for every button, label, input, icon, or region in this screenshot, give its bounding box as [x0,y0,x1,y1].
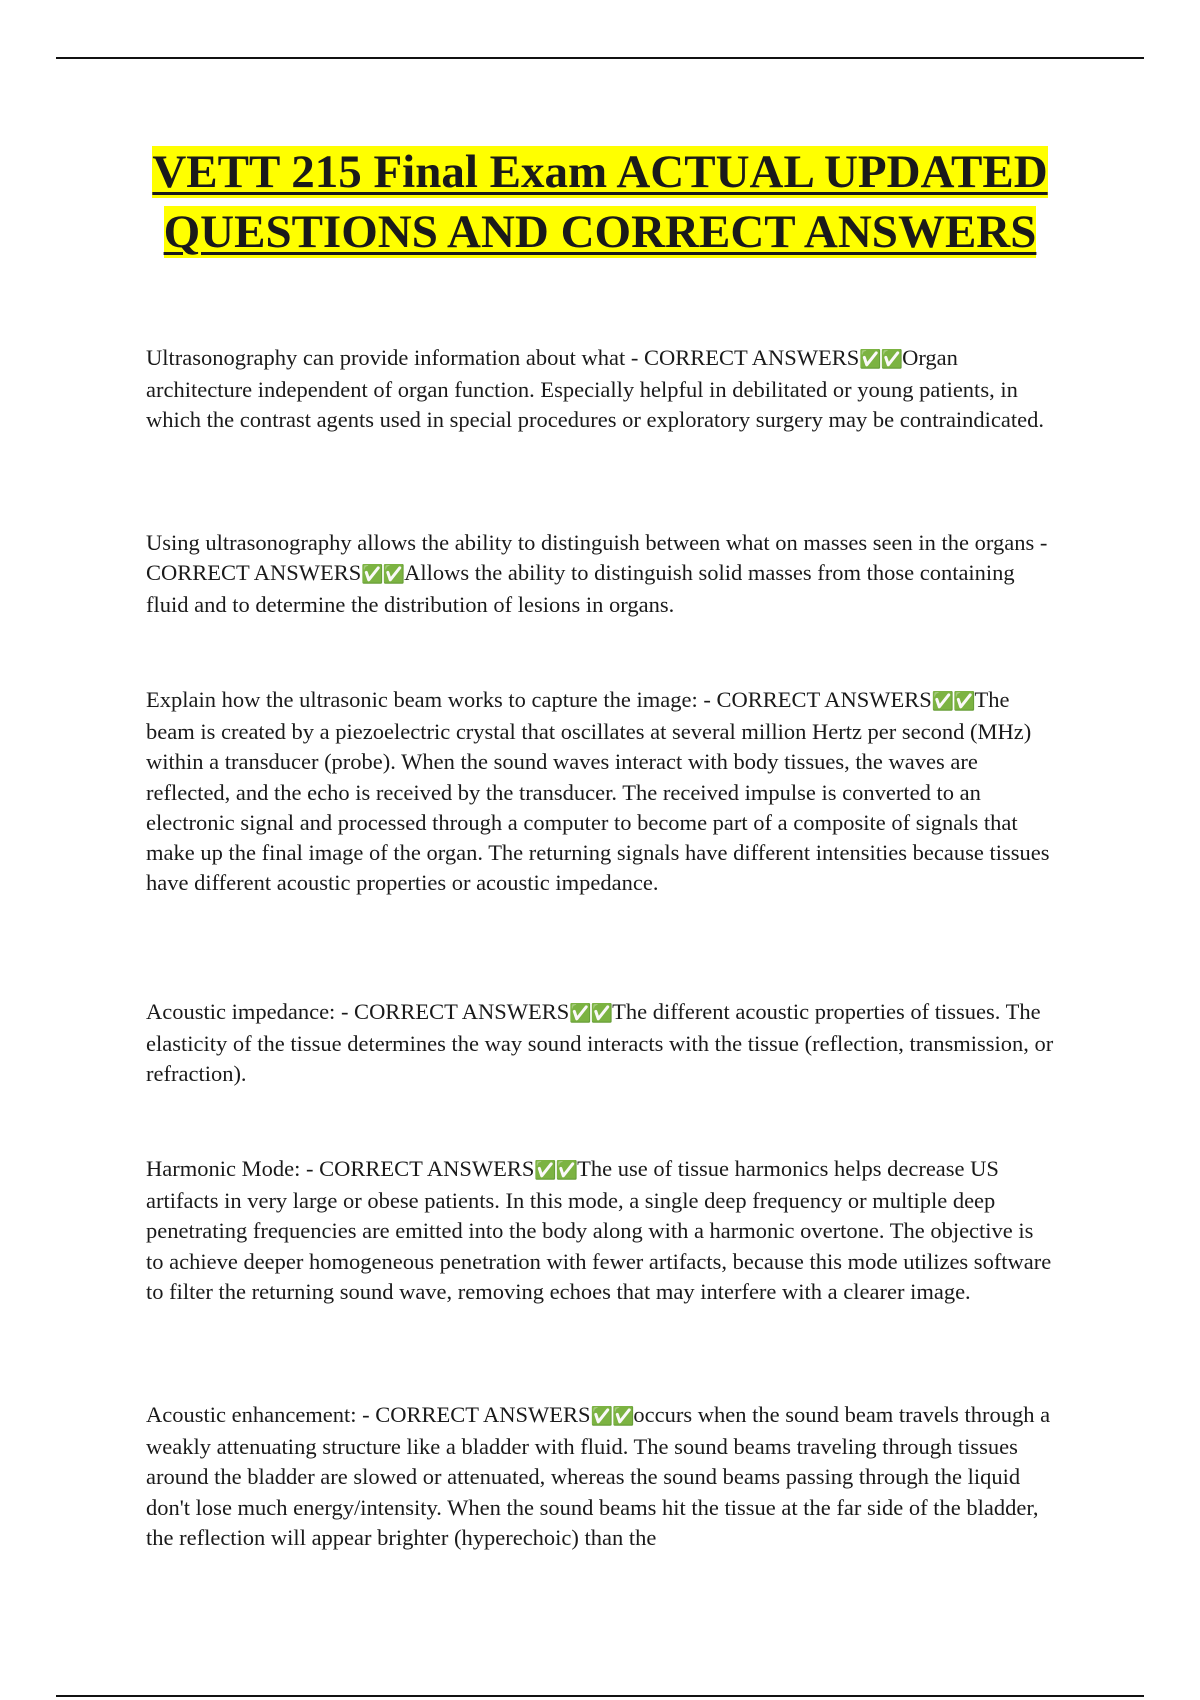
answer-marker: - CORRECT ANSWERS [300,1156,535,1181]
bottom-rule [56,1695,1144,1697]
answer-marker: - CORRECT ANSWERS [146,530,1048,586]
question-text: Explain how the ultrasonic beam works to capture the image: [146,687,698,712]
qa-item-6 [146,1400,1056,1553]
qa-item-4 [146,997,1056,1090]
answer-marker: - CORRECT ANSWERS [697,687,932,712]
qa-item-1 [146,343,1056,436]
qa-item-5 [146,1154,1056,1307]
check-icon: ✅✅ [859,349,903,370]
check-icon: ✅✅ [590,1406,634,1427]
qa-item-3 [146,685,1056,898]
answer-text: The use of tissue harmonics helps decrease US artifacts in very large or obese patients. In this mode, a single deep frequency or multiple deep penetrating frequencies are emitted into the body along with a harmonic overtone. The objective is to achieve deeper homogeneous penetration with fewer artifacts, because this mode utilizes software to filter the returning sound wave, removing echoes that may interfere with a clearer image. [146,1156,1052,1304]
qa-item-2 [146,528,1056,621]
page-title [80,142,1120,262]
page-title-text: VETT 215 Final Exam ACTUAL UPDATED QUESTIONS AND CORRECT ANSWERS [152,146,1048,258]
question-text: Ultrasonography can provide information about what [146,345,626,370]
question-text: Acoustic impedance: [146,999,336,1024]
answer-text: The different acoustic properties of tissues. The elasticity of the tissue determines the way sound interacts with the tissue (reflection, transmission, or refraction). [146,999,1054,1087]
check-icon: ✅✅ [931,691,975,712]
answer-text: occurs when the sound beam travels through a weakly attenuating structure like a bladder with fluid. The sound beams traveling through tissues around the bladder are slowed or attenuated, whereas the sound beams passing through the liquid don't lose much energy/intensity. When the sound beams hit the tissue at the far side of the bladder, the reflection will appear brighter (hyperechoic) than the [146,1402,1051,1550]
question-text: Using ultrasonography allows the ability to distinguish between what on masses seen in the organs [146,530,1035,555]
answer-marker: - CORRECT ANSWERS [356,1402,591,1427]
answer-text: Allows the ability to distinguish solid masses from those containing fluid and to determine the distribution of lesions in organs. [146,560,1015,618]
answer-marker: - CORRECT ANSWERS [625,345,860,370]
top-rule [56,57,1144,59]
answer-text: The beam is created by a piezoelectric crystal that oscillates at several million Hertz per second (MHz) within a transducer (probe). When the sound waves interact with body tissues, the waves are reflected, and the echo is received by the transducer. The received impulse is converted to an electronic signal and processed through a computer to become part of a composite of signals that make up the final image of the organ. The returning signals have different intensities because tissues have different acoustic properties or acoustic impedance. [146,687,1050,896]
question-text: Harmonic Mode: [146,1156,301,1181]
check-icon: ✅✅ [569,1003,613,1024]
check-icon: ✅✅ [534,1160,578,1181]
answer-text: Organ architecture independent of organ function. Especially helpful in debilitated or young patients, in which the contrast agents used in special procedures or exploratory surgery may be contraindicated. [146,345,1045,433]
check-icon: ✅✅ [361,564,405,586]
question-text: Acoustic enhancement: [146,1402,357,1427]
answer-marker: - CORRECT ANSWERS [335,999,570,1024]
